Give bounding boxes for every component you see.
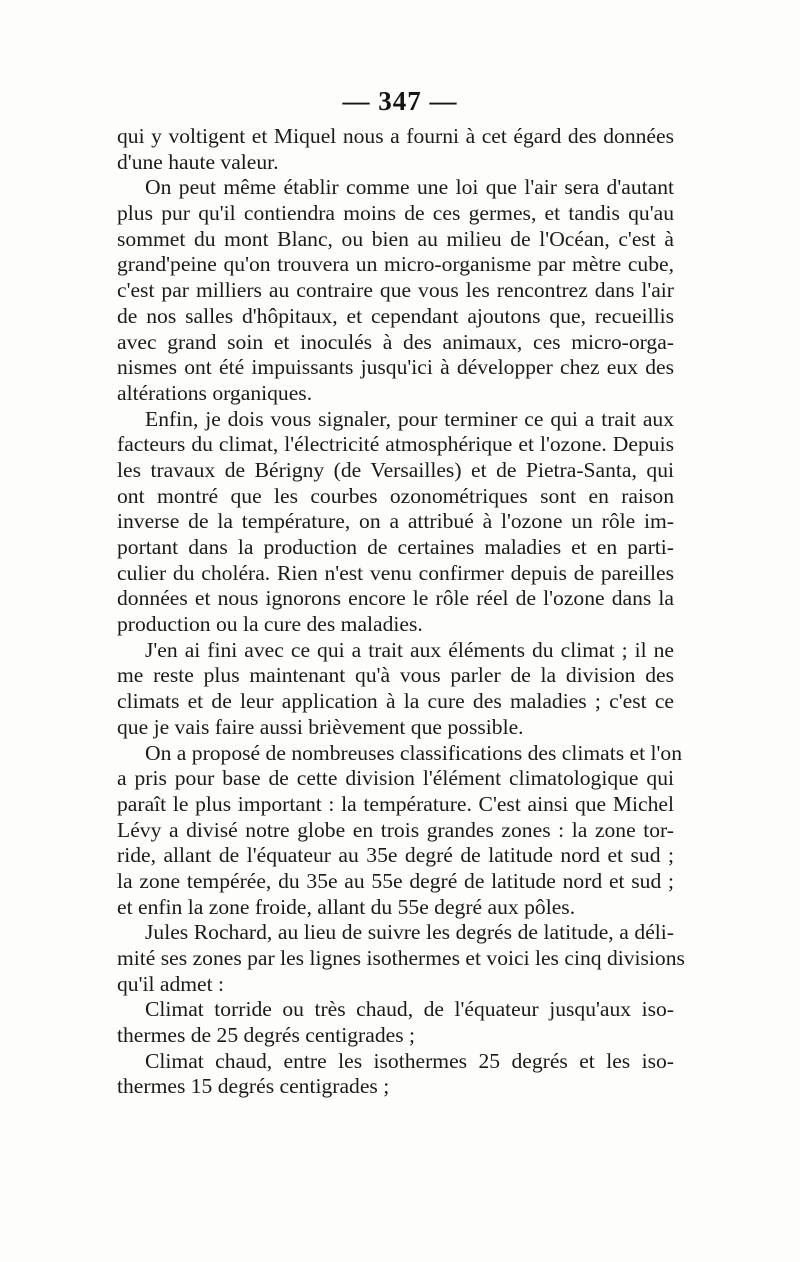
text-line: altérations organiques. xyxy=(117,380,313,405)
text-line: mité ses zones par les lignes isothermes et voici les cinq divisions xyxy=(117,946,685,970)
text-line: et enfin la zone froide, allant du 55e degré aux pôles. xyxy=(117,894,576,919)
text-line: nismes ont été impuissants jusqu'ici à développer chez eux des xyxy=(117,355,674,380)
text-line: que je vais faire aussi brièvement que possible. xyxy=(117,714,524,739)
text-line: thermes 15 degrés centigrades ; xyxy=(117,1074,390,1099)
text-line: climats et de leur application à la cure des maladies ; c'est ce xyxy=(117,689,674,714)
text-line: avec grand soin et inoculés à des animaux, ces micro-orga- xyxy=(117,329,674,354)
text-line: données et nous ignorons encore le rôle réel de l'ozone dans la xyxy=(117,586,674,611)
text-line: Enfin, je dois vous signaler, pour terminer ce qui a trait aux xyxy=(145,406,674,431)
text-line: J'en ai fini avec ce qui a trait aux éléments du climat ; il ne xyxy=(145,637,674,662)
page-number: — 347 — xyxy=(342,86,458,116)
text-line: On a proposé de nombreuses classifications des climats et l'on xyxy=(145,740,683,765)
text-line: Climat torride ou très chaud, de l'équateur jusqu'aux iso- xyxy=(145,997,674,1022)
text-line: thermes de 25 degrés centigrades ; xyxy=(117,1023,416,1048)
text-line: a pris pour base de cette division l'élément climatologique qui xyxy=(117,766,674,791)
text-line: ride, allant de l'équateur au 35e degré de latitude nord et sud ; xyxy=(117,843,674,868)
text-line: production ou la cure des maladies. xyxy=(117,612,423,637)
text-line: la zone tempérée, du 35e au 55e degré de latitude nord et sud ; xyxy=(117,868,674,893)
text-line: grand'peine qu'on trouvera un micro-organisme par mètre cube, xyxy=(117,252,674,277)
text-line: paraît le plus important : la température. C'est ainsi que Michel xyxy=(117,791,674,816)
text-line: de nos salles d'hôpitaux, et cependant ajoutons que, recueillis xyxy=(117,303,674,328)
text-line: qui y voltigent et Miquel nous a fourni à cet égard des données xyxy=(117,124,674,148)
text-line: c'est par milliers au contraire que vous les rencontrez dans l'air xyxy=(117,278,674,303)
text-line: ont montré que les courbes ozonométriques sont en raison xyxy=(117,483,674,508)
text-line: Climat chaud, entre les isothermes 25 degrés et les iso- xyxy=(145,1048,674,1073)
text-line: me reste plus maintenant qu'à vous parler de la division des xyxy=(117,663,674,688)
text-line: portant dans la production de certaines maladies et en parti- xyxy=(117,535,674,559)
text-line: On peut même établir comme une loi que l'air sera d'autant xyxy=(145,175,674,200)
text-line: inverse de la température, on a attribué à l'ozone un rôle im- xyxy=(117,509,674,534)
text-line: les travaux de Bérigny (de Versailles) et de Pietra-Santa, qui xyxy=(117,457,674,482)
body-text xyxy=(117,124,685,1100)
text-line: d'une haute valeur. xyxy=(117,149,279,174)
text-line: plus pur qu'il contiendra moins de ces germes, et tandis qu'au xyxy=(117,201,674,226)
text-line: facteurs du climat, l'électricité atmosphérique et l'ozone. Depuis xyxy=(117,432,674,457)
text-line: Jules Rochard, au lieu de suivre les degrés de latitude, a déli- xyxy=(145,920,674,945)
text-line: Lévy a divisé notre globe en trois grandes zones : la zone tor- xyxy=(117,817,674,842)
text-line: sommet du mont Blanc, ou bien au milieu de l'Océan, c'est à xyxy=(117,226,674,251)
text-line: qu'il admet : xyxy=(117,971,225,996)
text-line: culier du choléra. Rien n'est venu confirmer depuis de pareilles xyxy=(117,560,674,585)
